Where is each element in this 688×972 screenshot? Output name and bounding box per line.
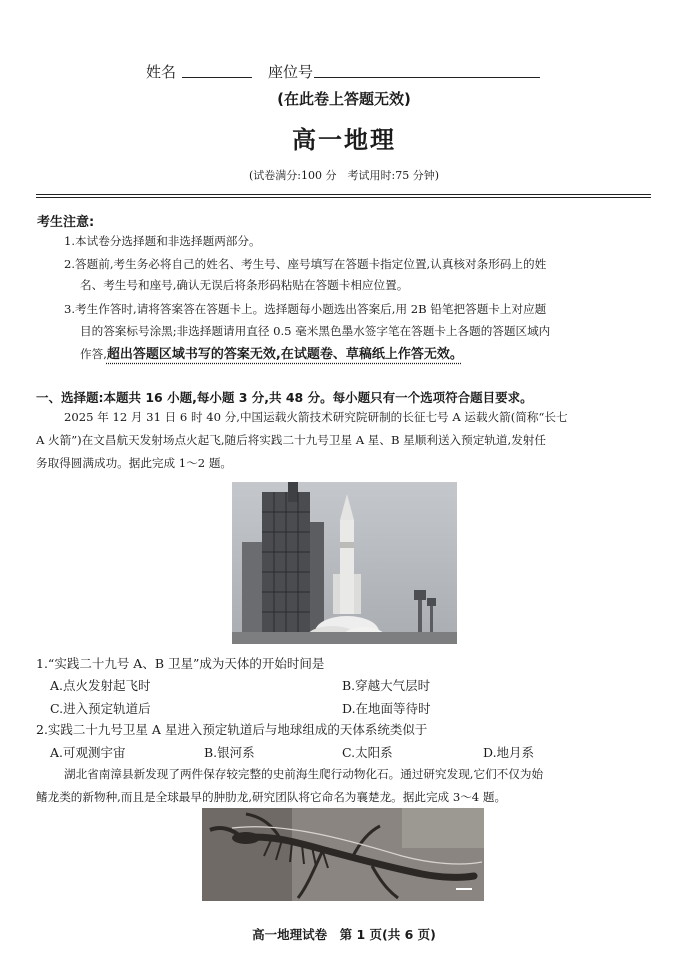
name-blank-line — [182, 77, 252, 78]
attention-emphasis: 超出答题区域书写的答案无效,在试题卷、草稿纸上作答无效。 — [106, 347, 463, 362]
attention-title: 考生注意: — [37, 215, 95, 230]
attention-item-3-line-2: 目的答案标号涂黑;非选择题请用直径 0.5 毫米黑色墨水签字笔在答题卡上各题的答题区域内 — [80, 324, 551, 338]
exam-meta: (试卷满分:100 分 考试用时:75 分钟) — [249, 169, 439, 182]
question-2-option-d: D.地月系 — [483, 745, 535, 760]
question-1-option-c: C.进入预定轨道后 — [50, 701, 151, 716]
question-2-option-b: B.银河系 — [204, 745, 255, 760]
header-rule-top — [36, 194, 651, 195]
question-2-option-a: A.可观测宇宙 — [50, 745, 126, 760]
question-1-option-d: D.在地面等待时 — [342, 701, 431, 716]
attention-item-3-line-3 — [80, 343, 463, 366]
rocket-launch-photo — [232, 482, 457, 644]
passage-2-line-2: 鳍龙类的新物种,而且是全球最早的肿肋龙,研究团队将它命名为襄楚龙。据此完成 3～4 题。 — [36, 790, 507, 804]
passage-1-line-1: 2025 年 12 月 31 日 6 时 40 分,中国运载火箭技术研究院研制的长征七号 A 运载火箭(简称“长七 — [64, 410, 568, 424]
page-title: 高一地理 — [292, 126, 396, 154]
question-1-stem: 1.“实践二十九号 A、B 卫星”成为天体的开始时间是 — [36, 656, 325, 671]
passage-1-line-2: A 火箭”)在文昌航天发射场点火起飞,随后将实践二十九号卫星 A 星、B 星顺利送入预定轨道,发射任 — [36, 433, 546, 447]
page-footer: 高一地理试卷 第 1 页(共 6 页) — [252, 927, 436, 942]
fossil-photo — [202, 808, 484, 901]
passage-1-line-3: 务取得圆满成功。据此完成 1～2 题。 — [36, 456, 233, 470]
header-rule-bottom — [36, 197, 651, 198]
attention-item-3-line-1: 3.考生作答时,请将答案答在答题卡上。选择题每小题选出答案后,用 2B 铅笔把答题卡上对应题 — [64, 302, 547, 316]
passage-2-line-1: 湖北省南漳县新发现了两件保存较完整的史前海生爬行动物化石。通过研究发现,它们不仅为始 — [64, 767, 544, 781]
section-title: 一、选择题:本题共 16 小题,每小题 3 分,共 48 分。每小题只有一个选项符合题目要求。 — [36, 390, 533, 405]
question-1-option-b: B.穿越大气层时 — [342, 678, 431, 693]
seat-label: 座位号 — [268, 63, 314, 81]
attention-item-2-line-2: 名、考生号和座号,确认无误后将条形码粘贴在答题卡相应位置。 — [80, 278, 409, 292]
attention-item-3-prefix: 作答, — [80, 347, 107, 361]
question-1-option-a: A.点火发射起飞时 — [50, 678, 151, 693]
name-label: 姓名 — [146, 63, 177, 81]
question-2-option-c: C.太阳系 — [342, 745, 393, 760]
answer-invalid-notice: (在此卷上答题无效) — [277, 90, 411, 108]
seat-blank-line — [314, 77, 540, 78]
question-2-stem: 2.实践二十九号卫星 A 星进入预定轨道后与地球组成的天体系统类似于 — [36, 722, 428, 737]
attention-item-1: 1.本试卷分选择题和非选择题两部分。 — [64, 234, 261, 248]
attention-item-2-line-1: 2.答题前,考生务必将自己的姓名、考生号、座号填写在答题卡指定位置,认真核对条形码上的姓 — [64, 257, 547, 271]
